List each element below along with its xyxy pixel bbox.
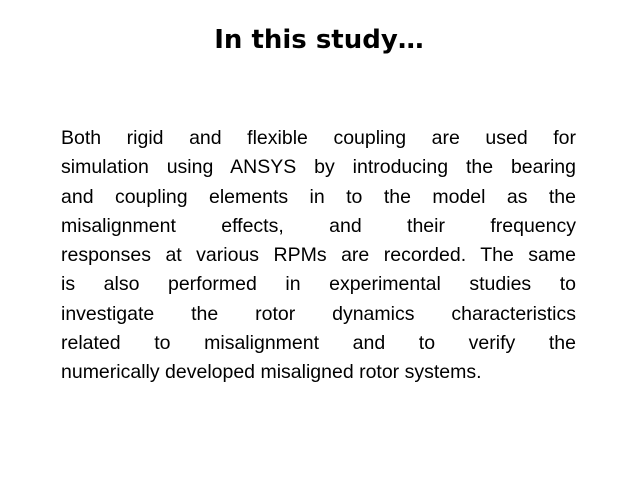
body-line: investigate the rotor dynamics characteristics [61,302,576,325]
body-line: misalignment effects, and their frequency [61,214,576,237]
body-line: numerically developed misaligned rotor systems. [61,361,482,384]
body-line: and coupling elements in to the model as the [61,185,576,208]
slide-title: In this study… [214,25,424,55]
body-line: responses at various RPMs are recorded. The same [61,244,576,267]
body-line: simulation using ANSYS by introducing the bearing [61,156,576,179]
body-line: related to misalignment and to verify the [61,332,576,355]
slide-body-paragraph [61,124,576,388]
body-line: is also performed in experimental studies to [61,273,576,296]
body-line: Both rigid and flexible coupling are used for [61,127,576,149]
